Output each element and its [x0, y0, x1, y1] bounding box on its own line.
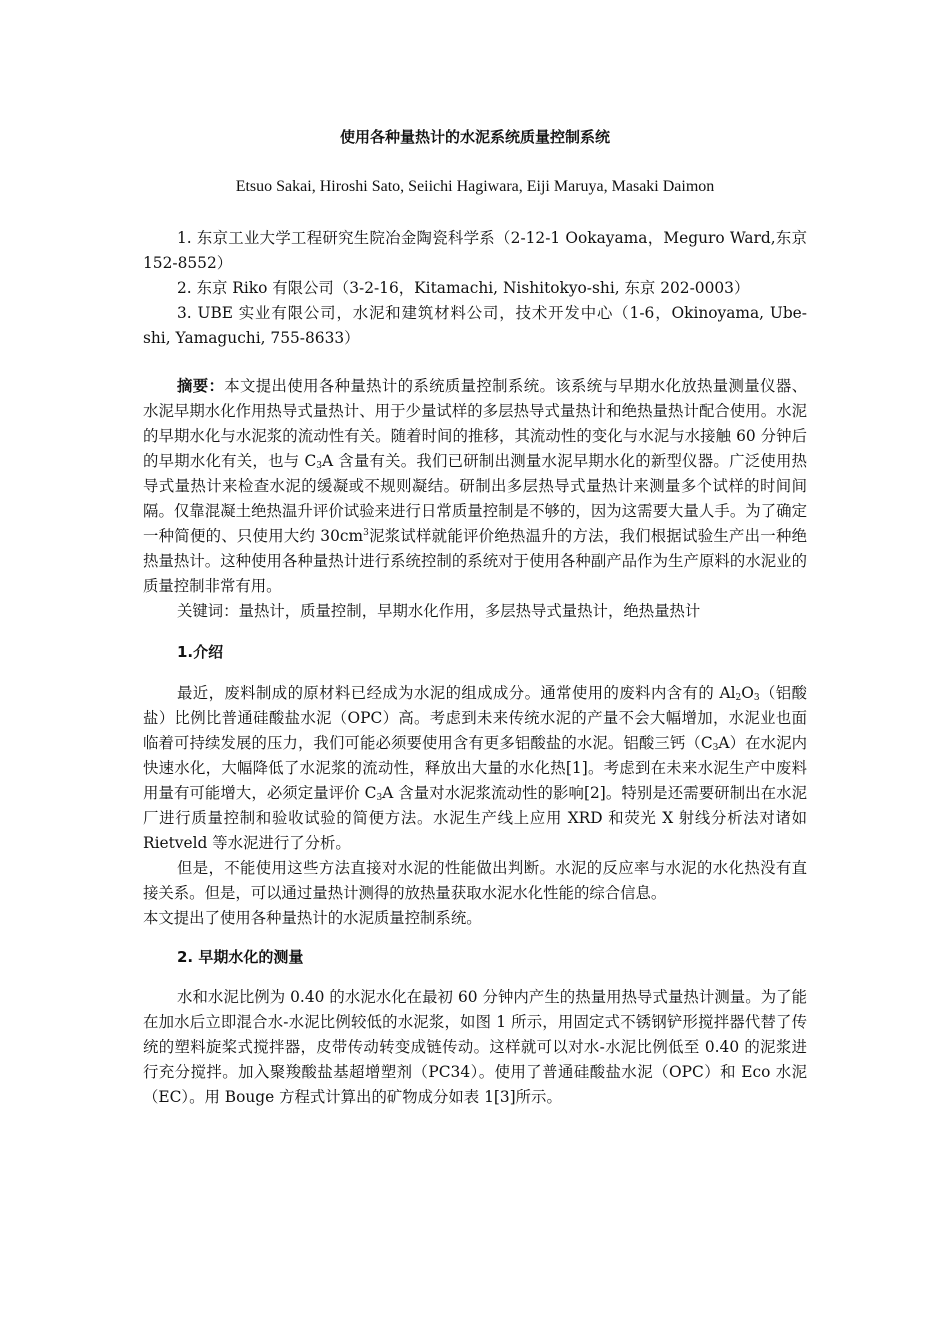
section-1-paragraph-3: 本文提出了使用各种量热计的水泥质量控制系统。: [143, 909, 482, 927]
affiliations: [143, 226, 807, 351]
affiliation-3: 3. UBE 实业有限公司，水泥和建筑材料公司，技术开发中心（1-6，Okinoyama, Ube-shi, Yamaguchi, 755-8633）: [143, 304, 807, 347]
section-2-heading: 2. 早期水化的测量: [177, 948, 304, 966]
section-1-paragraph-2: 但是，不能使用这些方法直接对水泥的性能做出判断。水泥的反应率与水泥的水化热没有直接关系。但是，可以通过量热计测得的放热量获取水泥水化性能的综合信息。: [143, 859, 807, 902]
abstract-label: 摘要：: [177, 377, 225, 395]
section-2-body: [143, 985, 807, 1110]
abstract: [143, 374, 807, 624]
abstract-text: 摘要：本文提出使用各种量热计的系统质量控制系统。该系统与早期水化放热量测量仪器、水泥早期水化作用热导式量热计、用于少量试样的多层热导式量热计和绝热量热计配合使用。水泥的早期水化与水泥浆的流动性有关。随着时间的推移，其流动性的变化与水泥与水接触 60 分钟后的早期水化有关，也与 $C_3A$ 含量有关。我们已研制出测量水泥早期水化的新型仪器。广泛使用热导式量热计来检查水泥的缓凝或不规则凝结。研制出多层热导式量热计来测量多个试样的时间间隔。仅靠混凝土绝热温升评价试验来进行日常质量控制是不够的，因为这需要大量人手。为了确定一种简便的、只使用大约 $30cm^3$泥浆试样就能评价绝热温升的方法，我们根据试验生产出一种绝热量热计。这种使用各种量热计进行系统控制的系统对于使用各种副产品作为生产原料的水泥业的质量控制非常有用。: [143, 377, 807, 595]
section-1-body: [143, 681, 807, 931]
paper-title: 使用各种量热计的水泥系统质量控制系统: [339, 128, 610, 146]
section-1-heading: 1.介绍: [177, 643, 224, 661]
keywords: 关键词：量热计，质量控制，早期水化作用，多层热导式量热计，绝热量热计: [177, 602, 701, 620]
author-list: Etsuo Sakai, Hiroshi Sato, Seiichi Hagiwara, Eiji Maruya, Masaki Daimon: [235, 178, 715, 195]
section-2-paragraph-1: 水和水泥比例为 0.40 的水泥水化在最初 60 分钟内产生的热量用热导式量热计测量。为了能在加水后立即混合水-水泥比例较低的水泥浆，如图 1 所示，用固定式不锈钢铲形搅拌器代替了传统的塑料旋桨式搅拌器，皮带传动转变成链传动。这样就可以对水-水泥比例低至 0.40 的泥浆进行充分搅拌。加入聚羧酸盐基超增塑剂（PC34）。使用了普通硅酸盐水泥（OPC）和 Eco 水泥（EC）。用 Bouge 方程式计算出的矿物成分如表 1[3]所示。: [143, 988, 807, 1106]
affiliation-1: 1. 东京工业大学工程研究生院冶金陶瓷科学系（2-12-1 Ookayama，Meguro Ward,东京152-8552）: [143, 229, 807, 272]
section-1-paragraph-1: 最近，废料制成的原材料已经成为水泥的组成成分。通常使用的废料内含有的 $Al_2O_3$（铝酸盐）比例比普通硅酸盐水泥（OPC）高。考虑到未来传统水泥的产量不会大幅增加，水泥业也面临着可持续发展的压力，我们可能必须要使用含有更多铝酸盐的水泥。铝酸三钙$(C_3A)$在水泥内快速水化，大幅降低了水泥浆的流动性，释放出大量的水化热[1]。考虑到在未来水泥生产中废料用量有可能增大，必须定量评价 $C_3A$ 含量对水泥浆流动性的影响[2]。特别是还需要研制出在水泥厂进行质量控制和验收试验的简便方法。水泥生产线上应用 XRD 和荧光 X 射线分析法对诸如 Rietveld 等水泥进行了分析。: [143, 684, 807, 852]
affiliation-2: 2. 东京 Riko 有限公司（3-2-16，Kitamachi, Nishitokyo-shi, 东京 202-0003）: [177, 279, 750, 297]
